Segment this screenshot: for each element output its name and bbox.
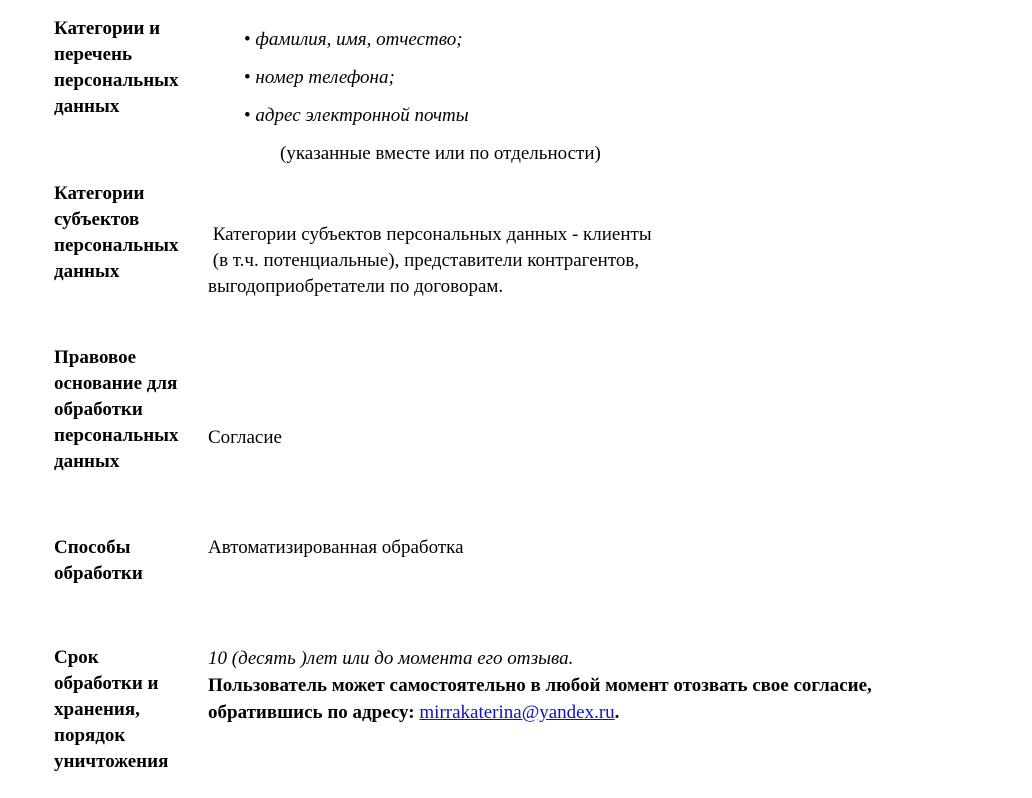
text-line: Категории субъектов персональных данных - клиенты xyxy=(208,224,652,245)
bullet-icon: • xyxy=(244,29,251,50)
subject-categories-text xyxy=(208,222,652,300)
text-line: выгодоприобретатели по договорам. xyxy=(208,276,504,297)
label-line: перечень xyxy=(54,44,133,65)
email-link[interactable]: mirrakaterina@yandex.ru xyxy=(419,702,615,723)
label-line: Срок xyxy=(54,647,99,668)
bullet-item xyxy=(244,65,395,91)
label-line: персональных xyxy=(54,235,179,256)
label-line: данных xyxy=(54,261,120,282)
row-label-legal-basis xyxy=(54,345,178,475)
legal-basis-text: Согласие xyxy=(208,427,282,448)
row-label-retention xyxy=(54,645,168,775)
label-line: субъектов xyxy=(54,209,140,230)
row-label-processing-methods xyxy=(54,535,143,587)
retention-period-text: 10 (десять )лет или до момента его отзыва. xyxy=(208,648,574,669)
label-line: Правовое xyxy=(54,347,137,368)
row-label-subject-categories xyxy=(54,181,178,285)
row-label-categories-list xyxy=(54,16,178,120)
bullet-text: адрес электронной почты xyxy=(255,105,469,126)
bullet-text: фамилия, имя, отчество; xyxy=(255,29,463,50)
label-line: Способы xyxy=(54,537,131,558)
label-line: обработки и xyxy=(54,673,159,694)
label-line: Категории xyxy=(54,183,145,204)
bullet-text: номер телефона; xyxy=(255,67,395,88)
period: . xyxy=(614,702,620,723)
bullet-item xyxy=(244,103,469,129)
bullet-item xyxy=(244,27,463,53)
label-line: основание для xyxy=(54,373,178,394)
bullet-icon: • xyxy=(244,105,251,126)
label-line: уничтожения xyxy=(54,751,169,772)
withdraw-contact-line xyxy=(208,700,619,726)
bullet-icon: • xyxy=(244,67,251,88)
processing-methods-text: Автоматизированная обработка xyxy=(208,537,464,558)
label-line: персональных xyxy=(54,70,179,91)
label-line: порядок xyxy=(54,725,126,746)
label-line: Категории и xyxy=(54,18,161,39)
note-text: (указанные вместе или по отдельности) xyxy=(280,143,601,164)
label-line: обработки xyxy=(54,563,143,584)
label-line: персональных xyxy=(54,425,179,446)
label-line: хранения, xyxy=(54,699,140,720)
label-line: данных xyxy=(54,451,120,472)
label-line: данных xyxy=(54,96,120,117)
withdraw-consent-text: Пользователь может самостоятельно в любой момент отозвать свое согласие, xyxy=(208,675,872,696)
contact-prefix: обратившись по адресу: xyxy=(208,702,420,723)
label-line: обработки xyxy=(54,399,143,420)
text-line: (в т.ч. потенциальные), представители контрагентов, xyxy=(208,250,640,271)
